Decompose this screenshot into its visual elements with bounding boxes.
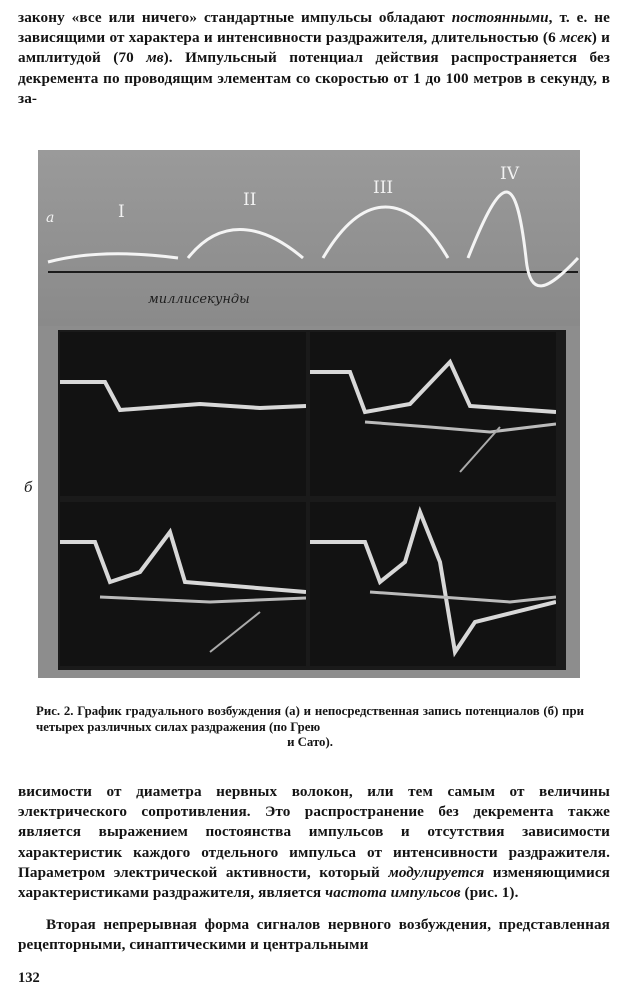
italic-term: частота импульсов xyxy=(325,884,461,902)
italic-term: модулируется xyxy=(388,863,485,881)
figure-label-b: б xyxy=(24,480,33,496)
trace-panel-1 xyxy=(60,332,306,496)
graded-curves xyxy=(38,150,580,326)
page-number: 132 xyxy=(18,970,40,986)
curve-3 xyxy=(323,207,448,258)
trace-2 xyxy=(310,332,556,496)
roman-label-3: III xyxy=(373,178,394,198)
oscilloscope-traces xyxy=(58,330,566,670)
figure-caption: Рис. 2. График градуального возбуждения (а) и непосредственная запись потенциалов (б) при четырех различных силах раздражения (по Грею xyxy=(36,704,584,734)
figure-label-a: а xyxy=(46,210,55,226)
text-run: ) и амплитудой (70 xyxy=(18,29,611,67)
figure-caption-end: и Сато). xyxy=(287,735,333,749)
curve-1 xyxy=(48,254,178,262)
figure-2 xyxy=(24,150,580,678)
trace-4 xyxy=(310,502,556,666)
body-paragraph-top xyxy=(18,8,610,109)
text-run: закону «все или ничего» стандартные импульсы обладают xyxy=(18,9,452,26)
curve-2 xyxy=(188,230,303,259)
text-run: (рис. 1). xyxy=(460,884,519,902)
body-paragraph-next: Вторая непрерывная форма сигналов нервного возбуждения, представленная рецепторными, синаптическими и центральными xyxy=(18,916,610,954)
unit-mv: мв xyxy=(146,49,164,67)
roman-label-2: II xyxy=(243,190,257,210)
trace-1 xyxy=(60,332,306,496)
trace-panel-2 xyxy=(310,332,556,496)
body-paragraph-bottom xyxy=(18,782,610,903)
trace-3 xyxy=(60,502,306,666)
roman-label-4: IV xyxy=(500,164,519,184)
italic-term: постоянными xyxy=(451,9,549,26)
text-run: , т. е. не зависящими от характера и интенсивности раздражителя, длительностью (6 xyxy=(18,9,610,47)
text-run: висимости от диаметра нервных волокон, или тем самым от величины электрического сопротивления. Это распространение без декремента также является выражением постоянства импульсов и отсутствия зависимости характеристик каждого отдельного импульса от интенсивности раздражителя. Параметром электрической активности, который xyxy=(18,783,610,881)
unit-ms: мсек xyxy=(559,29,592,47)
text-run: ). Импульсный потенциал действия распространяется без декремента по проводящим элементам со скоростью от 1 до 100 метров в секунду, в за- xyxy=(18,49,610,107)
text-run: изменяющимися характеристиками раздражителя, является xyxy=(18,863,610,902)
trace-panel-3 xyxy=(60,502,306,666)
trace-panel-4 xyxy=(310,502,556,666)
roman-label-1: I xyxy=(118,202,125,222)
graded-excitation-graph xyxy=(38,150,580,326)
axis-label: миллисекунды xyxy=(148,292,250,307)
